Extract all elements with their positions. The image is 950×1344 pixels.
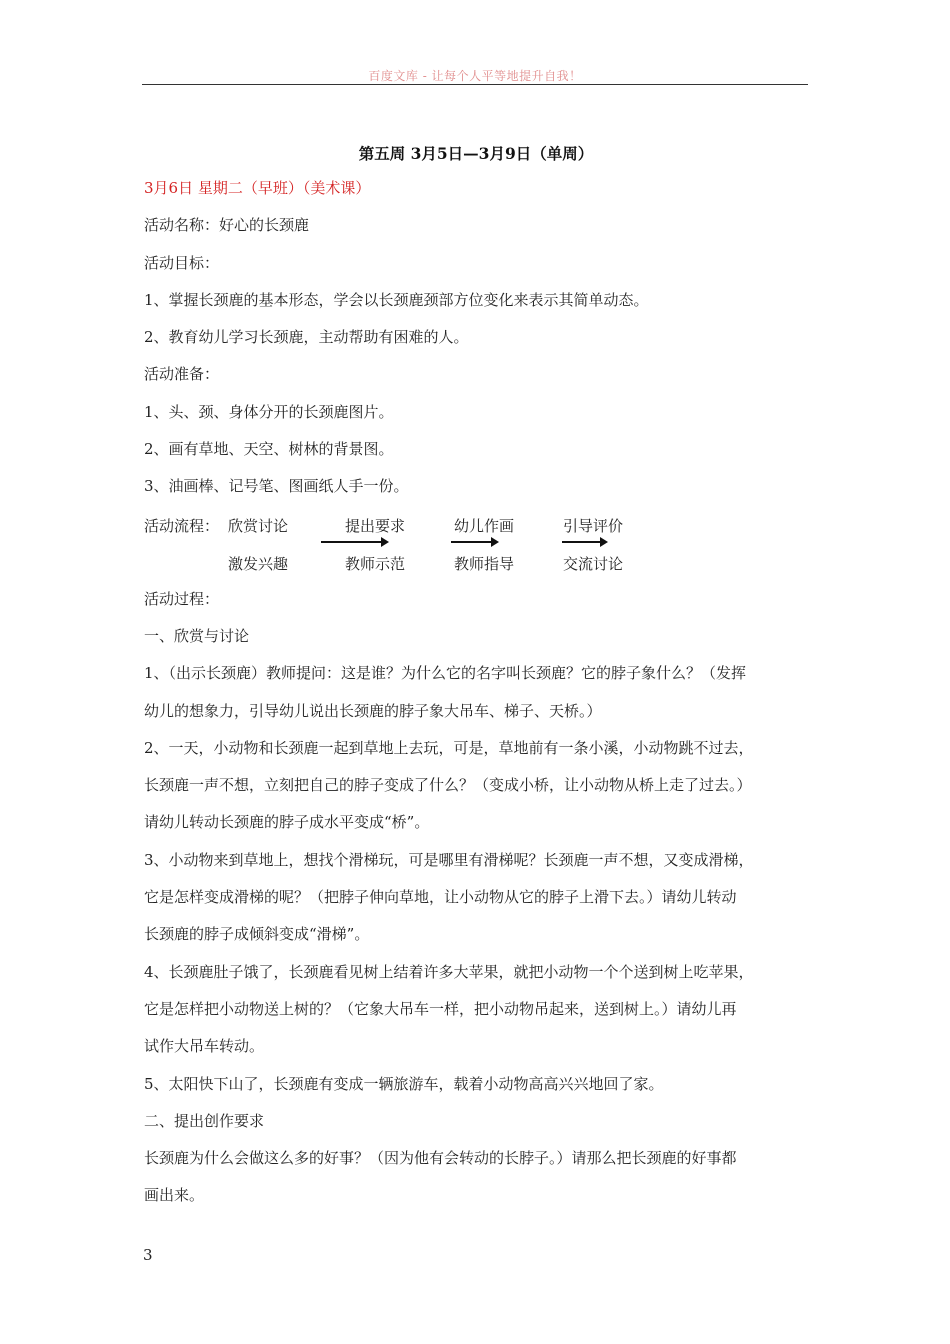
- flow-step-top: 提出要求: [345, 516, 406, 535]
- page-number: 3: [143, 1246, 153, 1264]
- process-label: 活动过程：: [144, 589, 220, 608]
- preparation-item: 3、油画棒、记号笔、图画纸人手一份。: [144, 477, 409, 496]
- paragraph-line: 它是怎样变成滑梯的呢？（把脖子伸向草地，让小动物从它的脖子上滑下去。）请幼儿转动: [144, 888, 737, 907]
- paragraph-line: 1、（出示长颈鹿）教师提问：这是谁？为什么它的名字叫长颈鹿？它的脖子象什么？（发挥: [144, 664, 747, 683]
- paragraph-line: 长颈鹿为什么会做这么多的好事？（因为他有会转动的长脖子。）请那么把长颈鹿的好事都: [144, 1149, 737, 1168]
- paragraph-line: 试作大吊车转动。: [144, 1037, 265, 1056]
- flow-arrow: [562, 541, 606, 543]
- preparation-label: 活动准备：: [144, 365, 220, 384]
- section-heading: 二、提出创作要求: [144, 1111, 265, 1130]
- flow-step-bottom: 激发兴趣: [228, 554, 289, 573]
- flow-step-bottom: 教师示范: [345, 554, 406, 573]
- flow-step-bottom: 教师指导: [454, 554, 515, 573]
- week-title: 第五周 3月5日—3月9日（单周）: [358, 144, 594, 163]
- goal-item: 1、掌握长颈鹿的基本形态，学会以长颈鹿颈部方位变化来表示其简单动态。: [144, 290, 649, 309]
- flow-step-bottom: 交流讨论: [563, 554, 624, 573]
- paragraph-line: 4、长颈鹿肚子饿了，长颈鹿看见树上结着许多大苹果，就把小动物一个个送到树上吃苹果，: [144, 962, 754, 981]
- activity-name: 活动名称：好心的长颈鹿: [144, 216, 310, 235]
- flow-label: 活动流程：: [144, 516, 220, 535]
- flow-arrow: [321, 541, 387, 543]
- paragraph-line: 3、小动物来到草地上，想找个滑梯玩，可是哪里有滑梯呢？长颈鹿一声不想，又变成滑梯，: [144, 850, 754, 869]
- paragraph-line: 长颈鹿一声不想，立刻把自己的脖子变成了什么？（变成小桥，让小动物从桥上走了过去。）: [144, 776, 752, 795]
- paragraph-line: 画出来。: [144, 1186, 205, 1205]
- paragraph-line: 它是怎样把小动物送上树的？（它象大吊车一样，把小动物吊起来，送到树上。）请幼儿再: [144, 999, 737, 1018]
- date-line: 3月6日 星期二（早班）（美术课）: [144, 179, 371, 197]
- goal-item: 2、教育幼儿学习长颈鹿，主动帮助有困难的人。: [144, 328, 469, 347]
- flow-step-top: 幼儿作画: [454, 516, 515, 535]
- paragraph-line: 请幼儿转动长颈鹿的脖子成水平变成“桥”。: [144, 813, 430, 832]
- document-body: [144, 138, 808, 1215]
- flow-step-top: 引导评价: [563, 516, 624, 535]
- paragraph-line: 幼儿的想象力，引导幼儿说出长颈鹿的脖子象大吊车、梯子、天桥。）: [144, 701, 602, 720]
- preparation-item: 2、画有草地、天空、树林的背景图。: [144, 440, 394, 459]
- activity-flow: [144, 506, 808, 581]
- goals-label: 活动目标：: [144, 253, 220, 272]
- flow-step-top: 欣赏讨论: [228, 516, 289, 535]
- preparation-item: 1、头、颈、身体分开的长颈鹿图片。: [144, 402, 394, 421]
- paragraph-line: 长颈鹿的脖子成倾斜变成“滑梯”。: [144, 925, 370, 944]
- page-header: 百度文库 - 让每个人平等地提升自我！: [368, 69, 582, 83]
- paragraph-line: 5、太阳快下山了，长颈鹿有变成一辆旅游车，载着小动物高高兴兴地回了家。: [144, 1074, 664, 1093]
- header-divider: [142, 84, 808, 85]
- flow-arrow: [451, 541, 497, 543]
- section-heading: 一、欣赏与讨论: [144, 626, 250, 645]
- paragraph-line: 2、一天，小动物和长颈鹿一起到草地上去玩，可是，草地前有一条小溪，小动物跳不过去，: [144, 738, 754, 757]
